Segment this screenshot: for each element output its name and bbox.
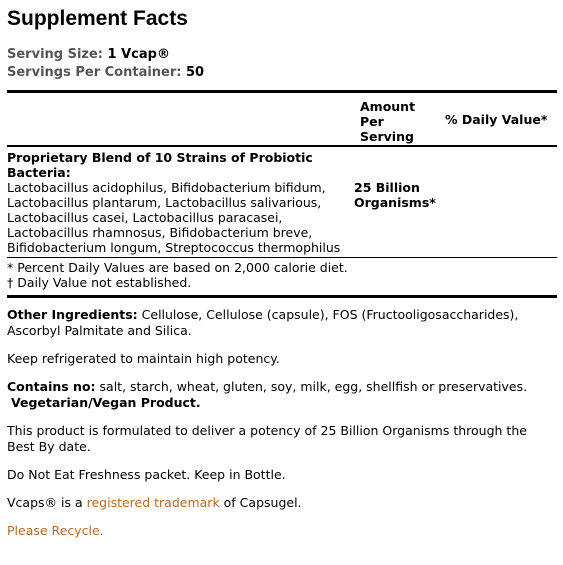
serving-size-value: 1 Vcap® <box>107 47 170 62</box>
strain-line: Lactobacillus plantarum, Lactobacillus salivarious, <box>7 195 322 210</box>
other-ingredients-label: Other Ingredients: <box>7 307 138 322</box>
proprietary-blend-row <box>7 147 557 257</box>
divider-bottom <box>7 295 557 298</box>
serving-size-row <box>7 46 557 64</box>
vegan-note: Vegetarian/Vegan Product. <box>11 395 201 410</box>
blend-amount <box>354 180 436 210</box>
footnotes <box>7 258 557 293</box>
storage-note: Keep refrigerated to maintain high potency. <box>7 351 280 366</box>
packet-note: Do Not Eat Freshness packet. Keep in Bottle. <box>7 467 286 482</box>
registered-trademark-link[interactable]: registered trademark <box>86 495 220 510</box>
contains-no-text: salt, starch, wheat, gluten, soy, milk, egg, shellfish or preservatives. <box>95 379 528 394</box>
serving-size-label: Serving Size: <box>7 47 104 62</box>
trademark-text: Vcaps® is a <box>7 495 87 510</box>
blend-strains <box>7 180 347 255</box>
footnote-not-established: † Daily Value not established. <box>7 275 192 290</box>
trademark-text-end: of Capsugel. <box>219 495 302 510</box>
strain-line: Lactobacillus acidophilus, Bifidobacterium bifidum, <box>7 180 326 195</box>
amount-per-serving-header <box>360 99 415 144</box>
servings-per-container-row <box>7 64 557 82</box>
blend-name-line: Bacteria: <box>7 165 71 180</box>
contains-no-label: Contains no: <box>7 379 96 394</box>
amount-header-line: Per <box>360 114 384 129</box>
blend-amount-line: Organisms* <box>354 195 436 210</box>
footnote-daily-value: * Percent Daily Values are based on 2,000 calorie diet. <box>7 260 348 275</box>
other-ingredients <box>7 307 557 339</box>
potency-note: This product is formulated to deliver a potency of 25 Billion Organisms through the Best By date. <box>7 423 527 454</box>
daily-value-header: % Daily Value* <box>445 112 548 127</box>
trademark-note <box>7 495 557 511</box>
blend-name-line: Proprietary Blend of 10 Strains of Probiotic <box>7 150 313 165</box>
servings-per-container-value: 50 <box>186 65 205 80</box>
blend-name <box>7 150 337 180</box>
strain-line: Lactobacillus rhamnosus, Bifidobacterium breve, <box>7 225 313 240</box>
supplement-facts-label <box>7 0 557 539</box>
recycle-note <box>7 523 557 539</box>
contains-no <box>7 379 557 411</box>
please-recycle-link[interactable]: Please Recycle. <box>7 523 104 538</box>
table-header <box>7 93 557 145</box>
amount-header-line: Amount <box>360 99 416 114</box>
blend-amount-line: 25 Billion <box>354 180 420 195</box>
title: Supplement Facts <box>7 7 188 30</box>
other-ingredients-text: Cellulose, Cellulose (capsule), FOS (Fructooligosaccharides), Ascorbyl Palmitate and Silica. <box>7 307 519 338</box>
amount-header-line: Serving <box>360 129 414 144</box>
servings-per-container-label: Servings Per Container: <box>7 65 182 80</box>
strain-line: Lactobacillus casei, Lactobacillus paracasei, <box>7 210 283 225</box>
serving-info <box>7 46 557 82</box>
strain-line: Bifidobacterium longum, Streptococcus thermophilus <box>7 240 341 255</box>
